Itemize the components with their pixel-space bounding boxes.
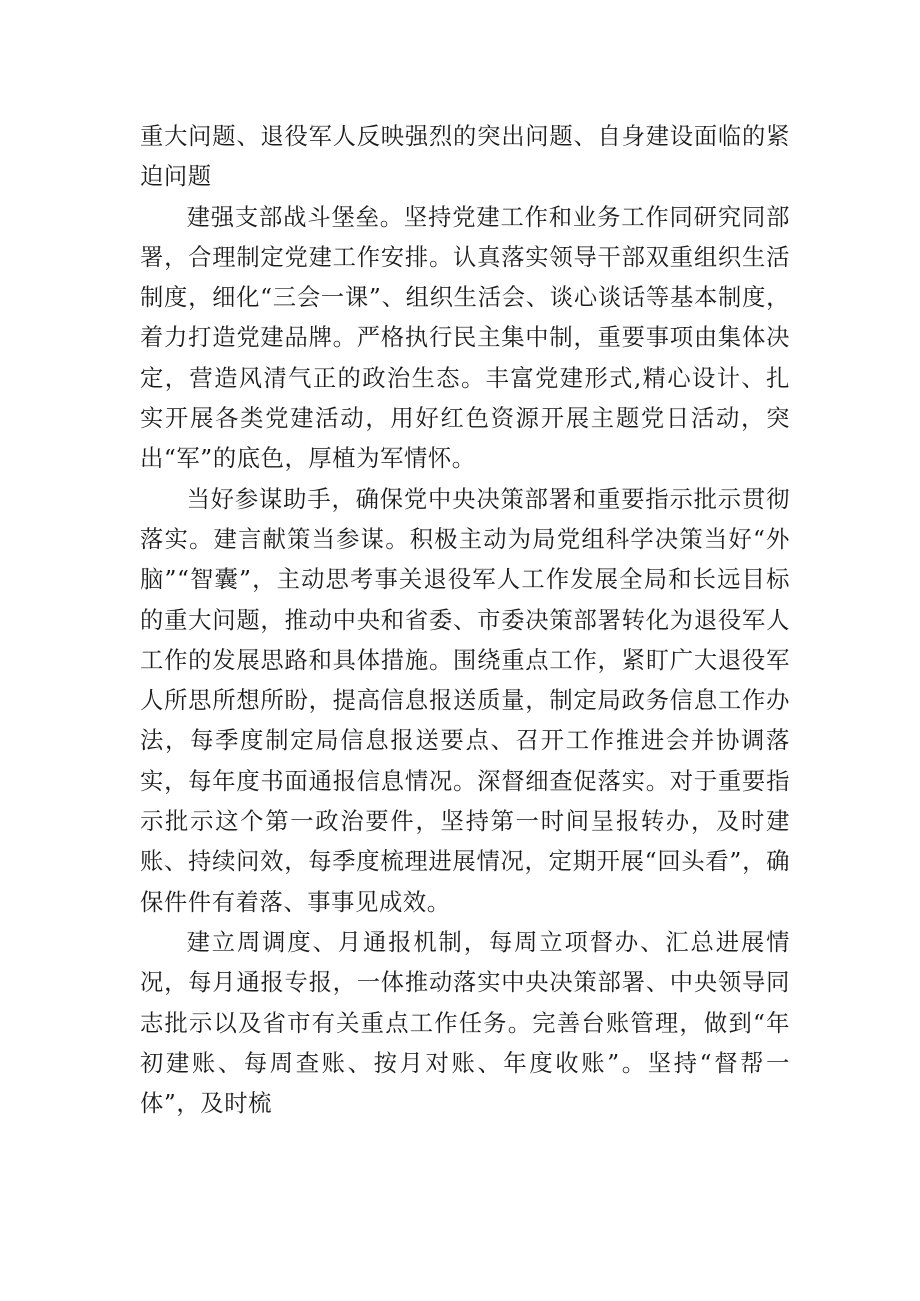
- paragraph-continuation: 重大问题、退役军人反映强烈的突出问题、自身建设面临的紧迫问题: [140, 123, 790, 191]
- paragraph-weekly-mechanism: 建立周调度、月通报机制，每周立项督办、汇总进展情况，每月通报专报，一体推动落实中央决策部署、中央领导同志批示以及省市有关重点工作任务。完善台账管理，做到“年初建账、每周查账、按月对账、年度收账”。坚持“督帮一体”，及时梳: [140, 928, 790, 1118]
- document-body: [140, 117, 790, 1124]
- paragraph-advisory-role: 当好参谋助手，确保党中央决策部署和重要指示批示贯彻落实。建言献策当参谋。积极主动为局党组科学决策当好“外脑”“智囊”，主动思考事关退役军人工作发展全局和长远目标的重大问题，推动中央和省委、市委决策部署转化为退役军人工作的发展思路和具体措施。围绕重点工作，紧盯广大退役军人所思所想所盼，提高信息报送质量，制定局政务信息工作办法，每季度制定局信息报送要点、召开工作推进会并协调落实，每年度书面通报信息情况。深督细查促落实。对于重要指示批示这个第一政治要件，坚持第一时间呈报转办，及时建账、持续问效，每季度梳理进展情况，定期开展“回头看”，确保件件有着落、事事见成效。: [140, 485, 790, 916]
- paragraph-party-branch: 建强支部战斗堡垒。坚持党建工作和业务工作同研究同部署，合理制定党建工作安排。认真落实领导干部双重组织生活制度，细化“三会一课”、组织生活会、谈心谈话等基本制度，着力打造党建品牌。严格执行民主集中制，重要事项由集体决定，营造风清气正的政治生态。丰富党建形式,精心设计、扎实开展各类党建活动，用好红色资源开展主题党日活动，突出“军”的底色，厚植为军情怀。: [140, 203, 790, 473]
